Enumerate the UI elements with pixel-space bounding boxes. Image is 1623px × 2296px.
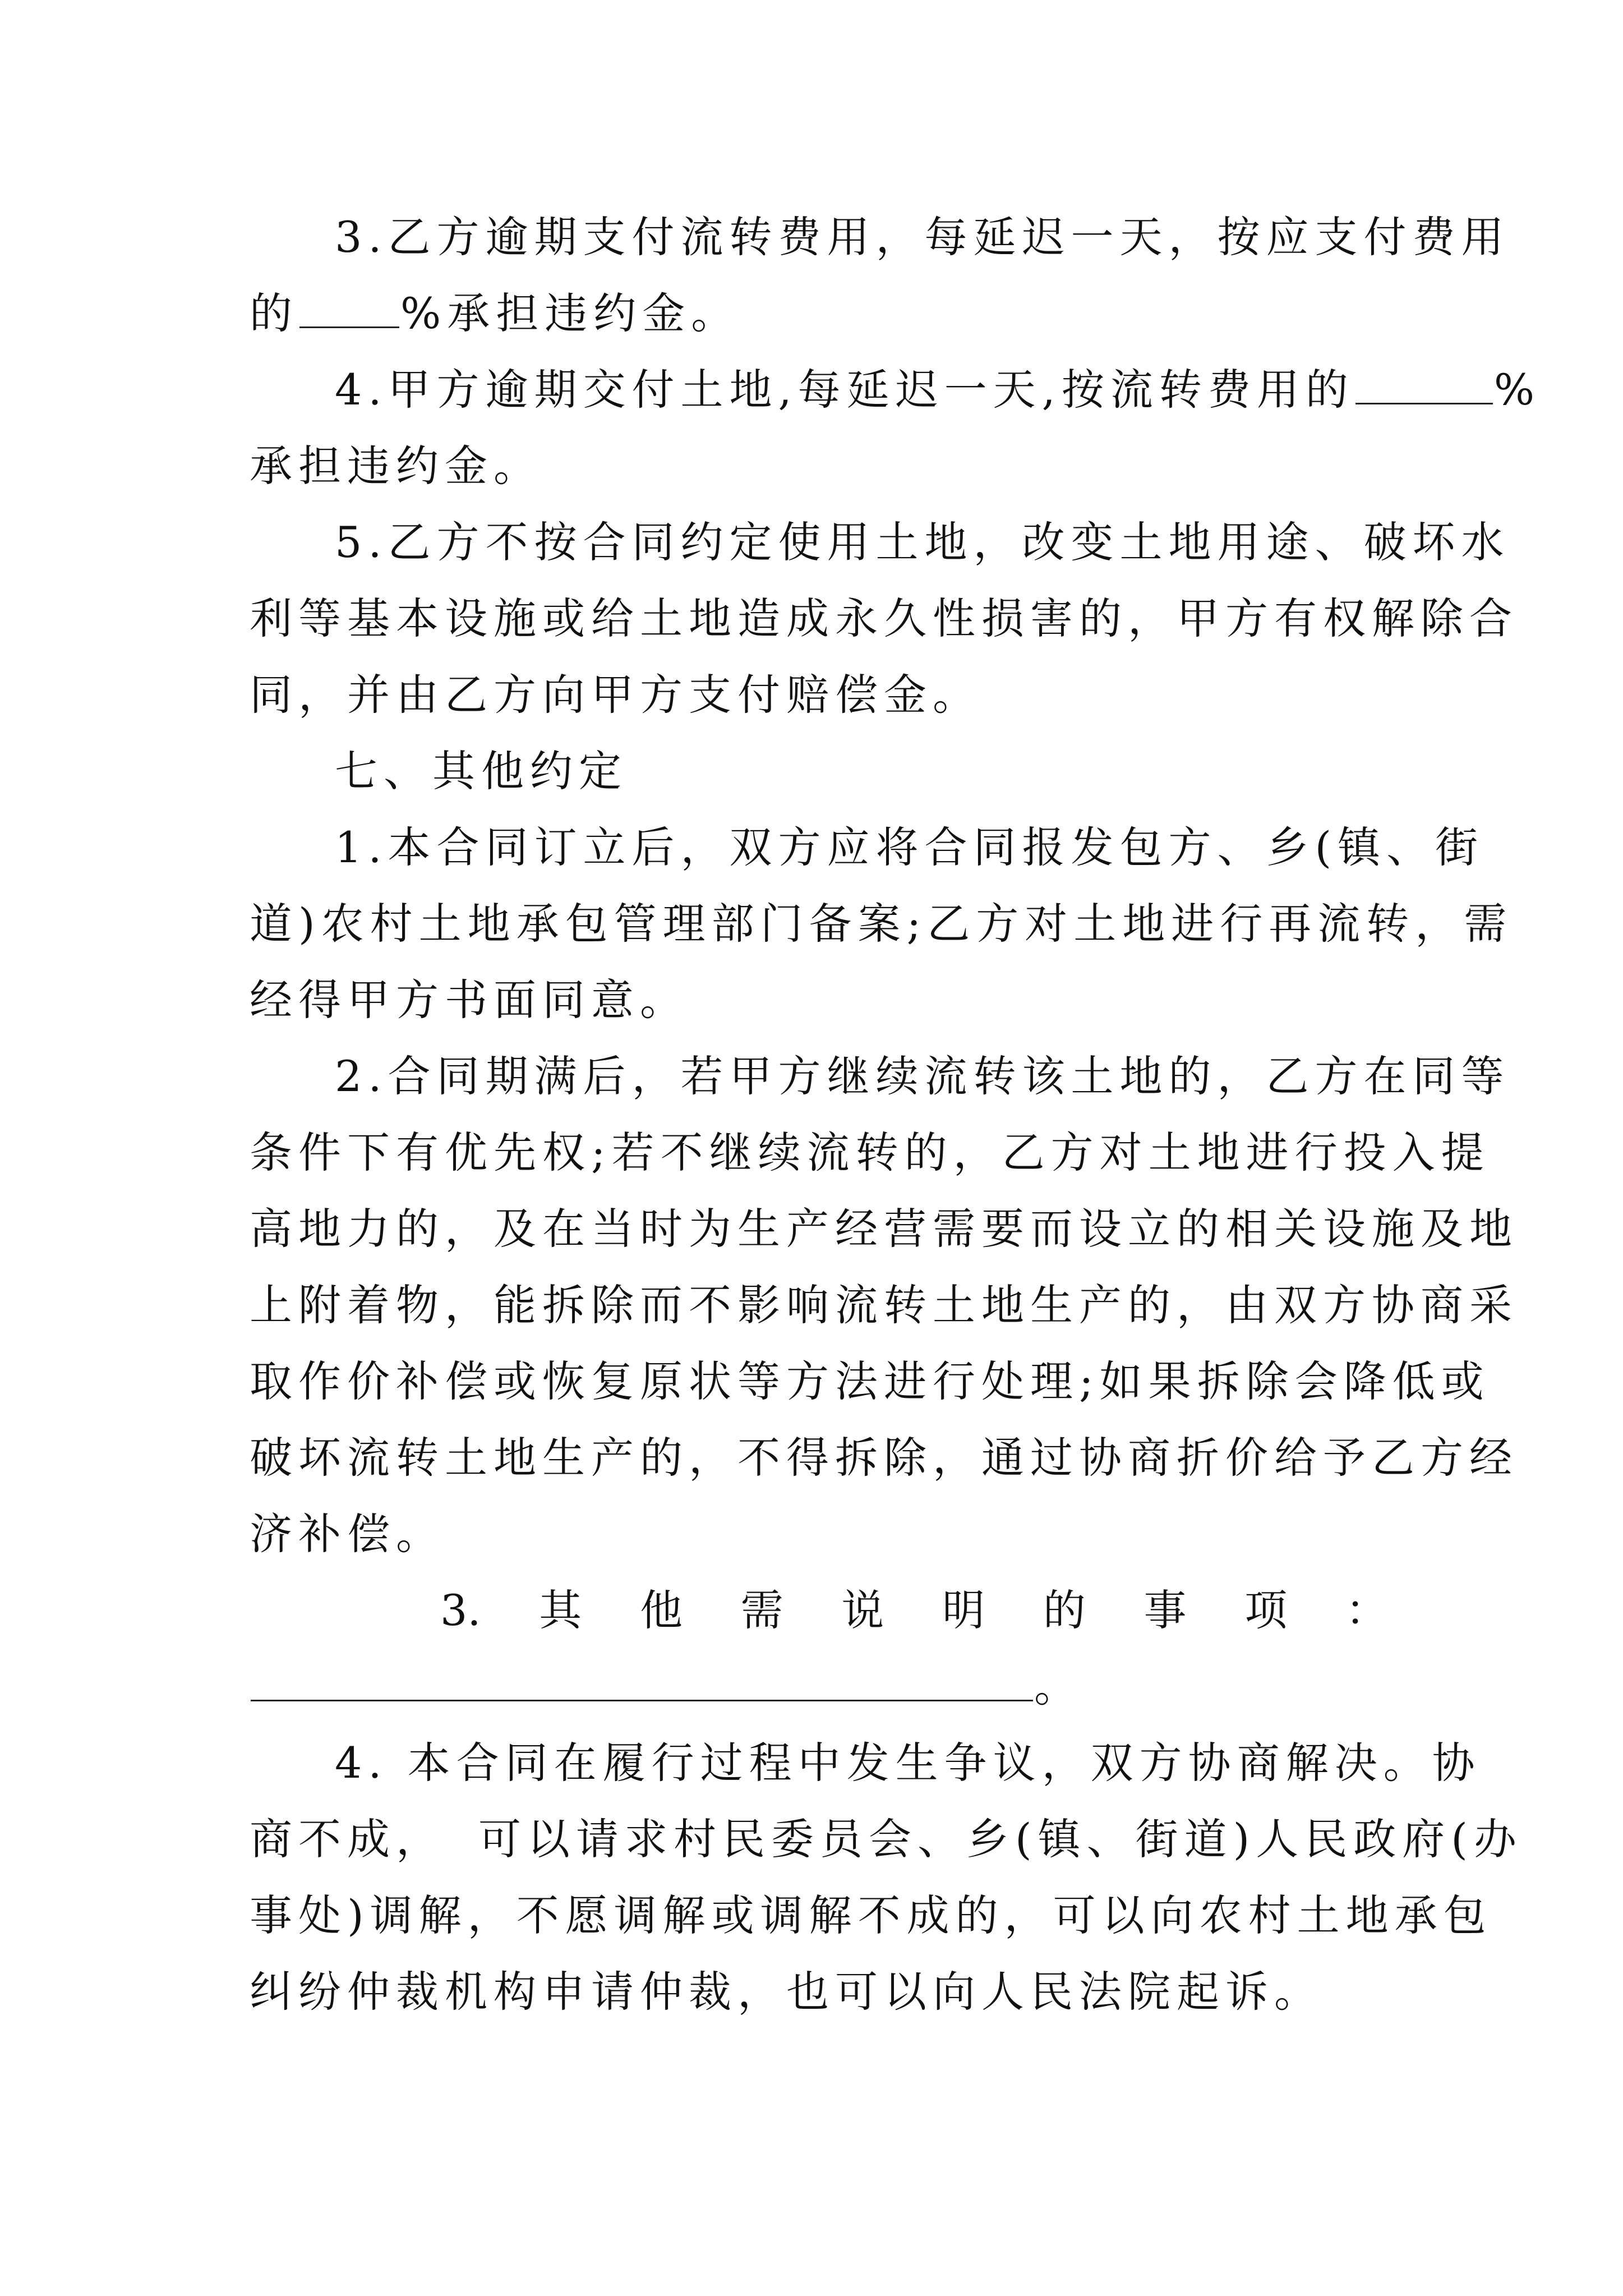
other-clause-2-line-3: 高地力的，及在当时为生产经营需要而设立的相关设施及地 bbox=[250, 1204, 1518, 1254]
other-clause-4-line-3: 事处)调解，不愿调解或调解不成的，可以向农村土地承包 bbox=[250, 1890, 1492, 1940]
other-clause-3-line-2: 。 bbox=[250, 1649, 1388, 1725]
blank-percentage-field[interactable] bbox=[1355, 364, 1493, 404]
other-clause-4-line-2: 商不成， 可以请求村民委员会、乡(镇、街道)人民政府(办 bbox=[250, 1814, 1523, 1864]
other-clause-1-line-3: 经得甲方书面同意。 bbox=[250, 975, 689, 1025]
clause-3-line-2: 的 %承担违约金。 bbox=[250, 288, 740, 338]
clause-3-line-1: 3.乙方逾期支付流转费用，每延迟一天，按应支付费用 bbox=[335, 212, 1510, 262]
clause-5-line-1: 5.乙方不按合同约定使用土地，改变土地用途、破坏水 bbox=[335, 517, 1510, 567]
blank-other-matters-field[interactable] bbox=[251, 1660, 1033, 1701]
other-clause-4-line-1: 4. 本合同在履行过程中发生争议，双方协商解决。协 bbox=[335, 1738, 1481, 1788]
other-clause-4-line-4: 纠纷仲裁机构申请仲裁，也可以向人民法院起诉。 bbox=[250, 1967, 1323, 2017]
section-heading: 七、其他约定 bbox=[335, 746, 628, 796]
clause-5-line-3: 同，并由乙方向甲方支付赔偿金。 bbox=[250, 670, 981, 720]
other-clause-2-line-6: 破坏流转土地生产的，不得拆除，通过协商折价给予乙方经 bbox=[250, 1433, 1518, 1483]
other-clause-3-line-1: 3. 其 他 需 说 明 的 事 项 ： bbox=[440, 1585, 1388, 1635]
other-clause-1-line-2: 道)农村土地承包管理部门备案;乙方对土地进行再流转，需 bbox=[250, 899, 1513, 949]
clause-4-line-2: 承担违约金。 bbox=[250, 441, 542, 491]
other-clause-2-line-4: 上附着物，能拆除而不影响流转土地生产的，由双方协商采 bbox=[250, 1280, 1518, 1330]
other-clause-2-line-2: 条件下有优先权;若不继续流转的，乙方对土地进行投入提 bbox=[250, 1128, 1490, 1177]
blank-percentage-field[interactable] bbox=[299, 287, 399, 328]
other-clause-2-line-5: 取作价补偿或恢复原状等方法进行处理;如果拆除会降低或 bbox=[250, 1356, 1490, 1406]
other-clause-1-line-1: 1.本合同订立后，双方应将合同报发包方、乡(镇、街 bbox=[335, 822, 1484, 872]
clause-4-line-1: 4.甲方逾期交付土地,每延迟一天,按流转费用的 % bbox=[335, 365, 1541, 415]
contract-body bbox=[250, 199, 1541, 2030]
other-clause-2-line-7: 济补偿。 bbox=[250, 1509, 445, 1559]
other-clause-2-line-1: 2.合同期满后，若甲方继续流转该土地的，乙方在同等 bbox=[335, 1051, 1510, 1101]
clause-5-line-2: 利等基本设施或给土地造成永久性损害的，甲方有权解除合 bbox=[250, 593, 1518, 643]
